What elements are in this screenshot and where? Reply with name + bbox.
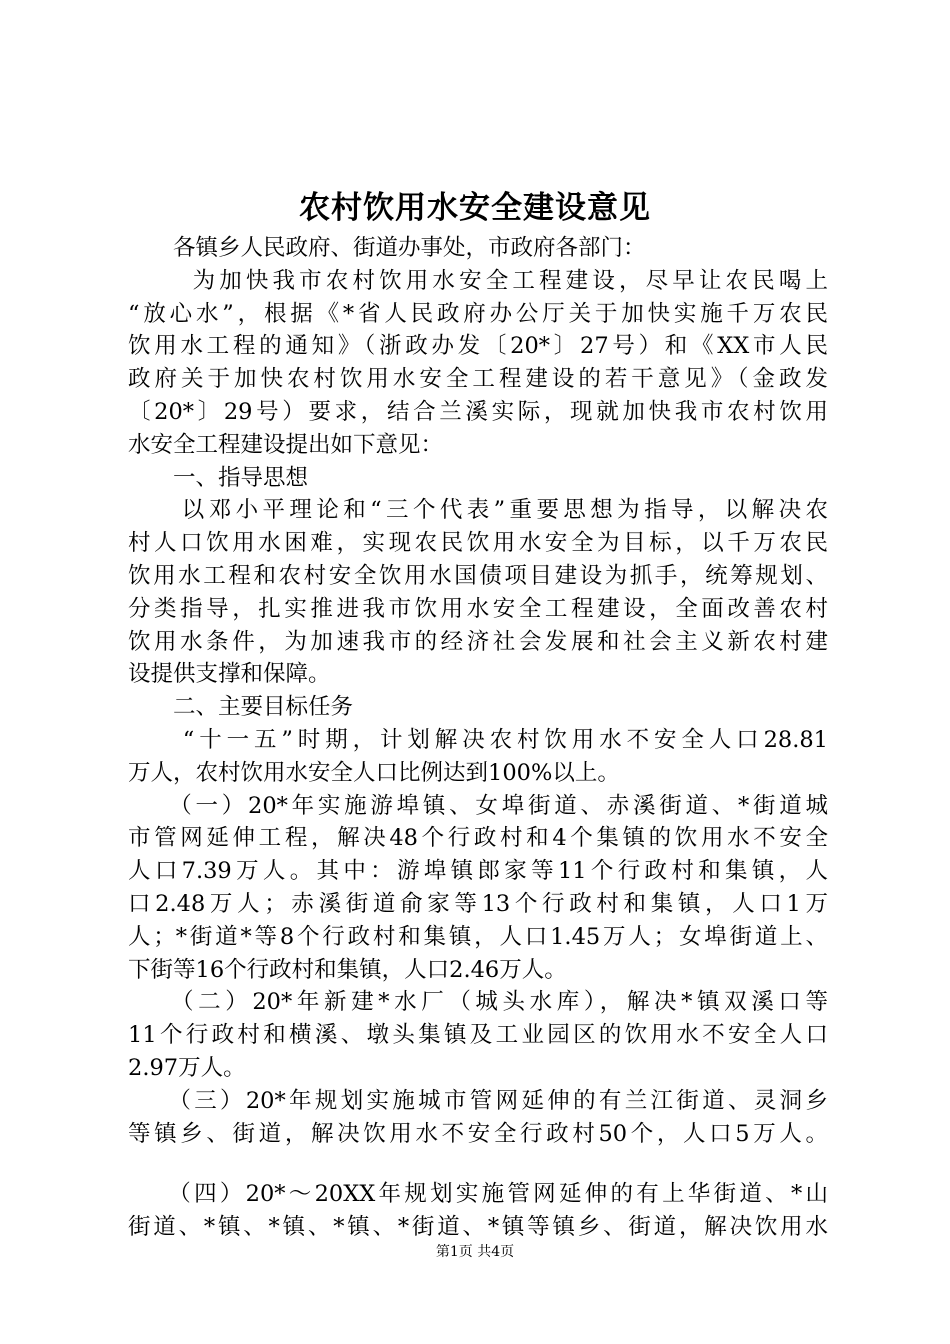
body-line: 下街等16个行政村和集镇，人口2.46万人。 bbox=[128, 956, 567, 983]
body-line: 街道、*镇、*镇、*镇、*街道、*镇等镇乡、街道，解决饮用水 bbox=[128, 1214, 828, 1241]
document-body bbox=[128, 232, 828, 1244]
body-line: 以邓小平理论和“三个代表”重要思想为指导，以解决农 bbox=[128, 497, 828, 524]
body-line: 饮用水工程的通知》（浙政办发〔20*〕27号）和《XX市人民 bbox=[128, 333, 828, 360]
blank-line bbox=[128, 1150, 828, 1178]
section-heading: 二、主要目标任务 bbox=[128, 694, 354, 721]
body-line: 村人口饮用水困难，实现农民饮用水安全为目标，以千万农民 bbox=[128, 530, 828, 557]
body-line: 等镇乡、街道，解决饮用水不安全行政村50个，人口5万人。 bbox=[128, 1120, 828, 1147]
body-line: 万人，农村饮用水安全人口比例达到100%以上。 bbox=[128, 759, 620, 786]
document-title: 农村饮用水安全建设意见 bbox=[299, 190, 651, 226]
salutation-line: 各镇乡人民政府、街道办事处，市政府各部门： bbox=[128, 235, 646, 261]
page-footer: 第1页 共4页 bbox=[435, 1244, 515, 1260]
body-line: 设提供支撑和保障。 bbox=[128, 661, 331, 688]
body-line: 分类指导，扎实推进我市饮用水安全工程建设，全面改善农村 bbox=[128, 595, 828, 622]
body-line: 饮用水工程和农村安全饮用水国债项目建设为抓手，统筹规划、 bbox=[128, 562, 828, 589]
body-line: 水安全工程建设提出如下意见： bbox=[128, 431, 444, 458]
body-line: “十一五”时期，计划解决农村饮用水不安全人口28.81 bbox=[128, 726, 828, 753]
body-line: 〔20*〕29号）要求，结合兰溪实际，现就加快我市农村饮用 bbox=[128, 398, 828, 425]
body-line: （一）20*年实施游埠镇、女埠街道、赤溪街道、*街道城 bbox=[128, 792, 828, 819]
body-line: （四）20*～20XX年规划实施管网延伸的有上华街道、*山 bbox=[128, 1181, 828, 1208]
body-line: 人；*街道*等8个行政村和集镇，人口1.45万人；女埠街道上、 bbox=[128, 923, 828, 950]
body-line: 口2.48万人；赤溪街道俞家等13个行政村和集镇，人口1万 bbox=[128, 890, 828, 917]
body-line: 市管网延伸工程，解决48个行政村和4个集镇的饮用水不安全 bbox=[128, 825, 828, 852]
body-line: 2.97万人。 bbox=[128, 1054, 246, 1081]
section-heading: 一、指导思想 bbox=[128, 464, 309, 491]
body-line: （三）20*年规划实施城市管网延伸的有兰江街道、灵洞乡 bbox=[128, 1087, 828, 1114]
body-line: 人口7.39万人。其中：游埠镇郎家等11个行政村和集镇，人 bbox=[128, 858, 828, 885]
body-line: “放心水”，根据《*省人民政府办公厅关于加快实施千万农民 bbox=[128, 300, 828, 327]
body-line: 政府关于加快农村饮用水安全工程建设的若干意见》（金政发 bbox=[128, 366, 828, 393]
body-line: 为加快我市农村饮用水安全工程建设，尽早让农民喝上 bbox=[128, 267, 828, 294]
body-line: 11个行政村和横溪、墩头集镇及工业园区的饮用水不安全人口 bbox=[128, 1022, 828, 1049]
body-line: 饮用水条件，为加速我市的经济社会发展和社会主义新农村建 bbox=[128, 628, 828, 655]
body-line: （二）20*年新建*水厂（城头水库），解决*镇双溪口等 bbox=[128, 989, 828, 1016]
